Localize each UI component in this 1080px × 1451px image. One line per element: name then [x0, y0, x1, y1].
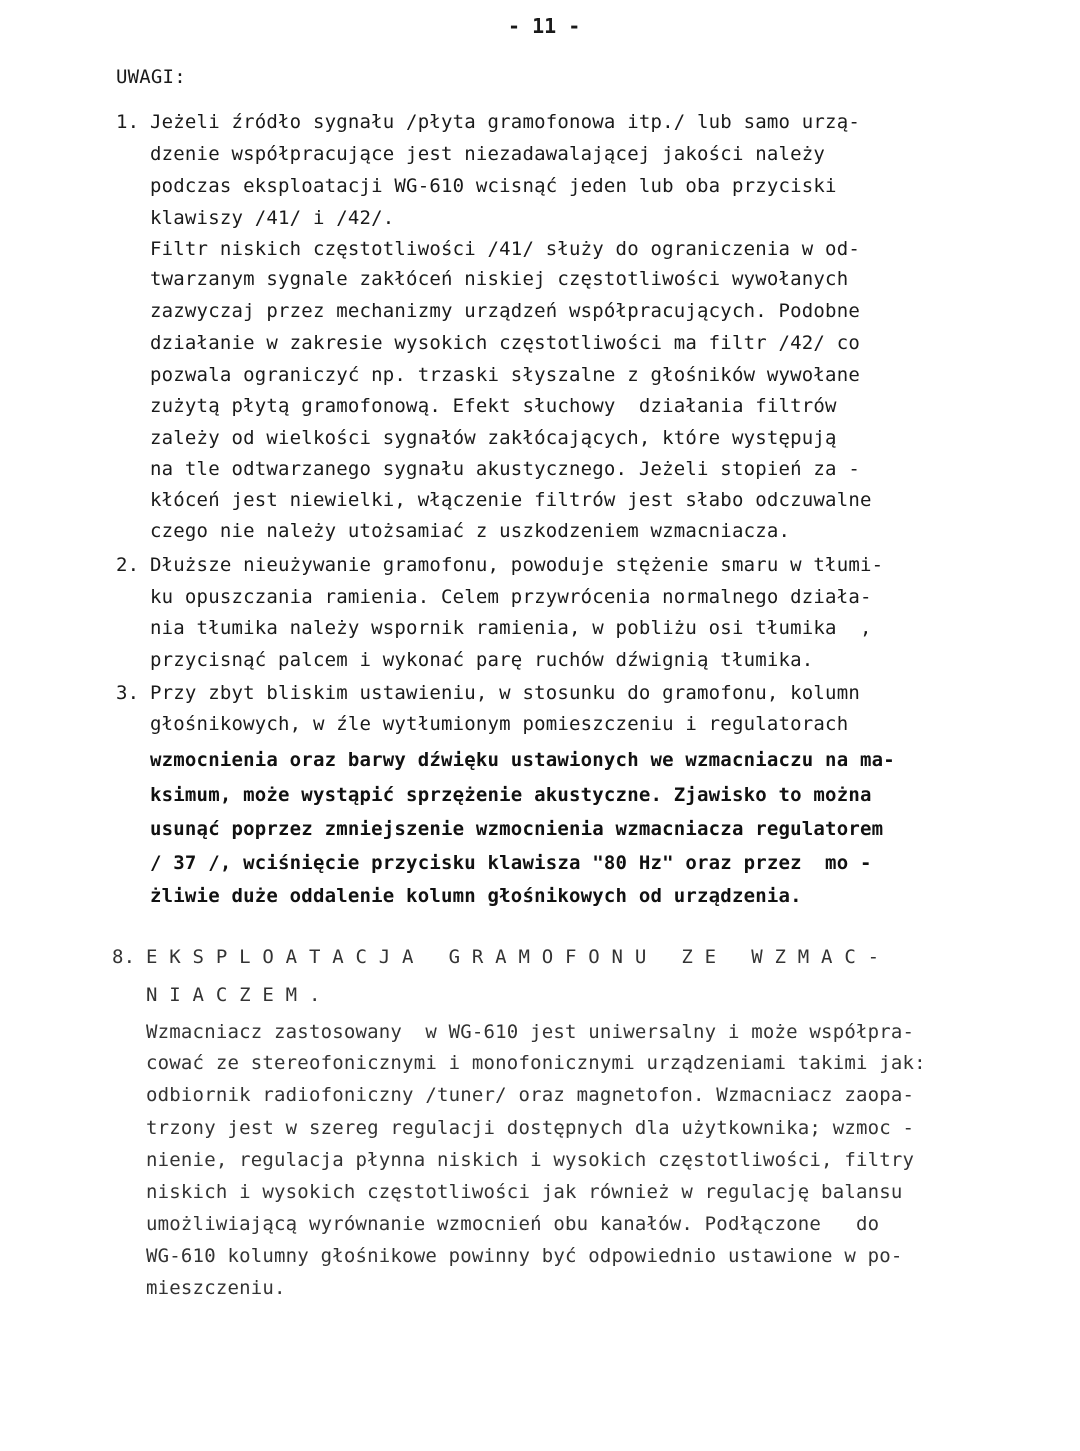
note-1-line: klawiszy /41/ i /42/. — [150, 207, 395, 229]
note-1-line: Jeżeli źródło sygnału /płyta gramofonowa itp./ lub samo urzą- — [150, 111, 860, 133]
section-8-line: umożliwiającą wyrównanie wzmocnień obu kanałów. Podłączone do — [146, 1213, 880, 1235]
note-2-number: 2. — [116, 554, 140, 576]
note-1-line: Filtr niskich częstotliwości /41/ służy do ograniczenia w od- — [150, 238, 860, 260]
note-1-line: pozwala ograniczyć np. trzaski słyszalne z głośników wywołane — [150, 364, 860, 386]
note-2-line: ku opuszczania ramienia. Celem przywrócenia normalnego działa- — [150, 586, 872, 608]
section-8-heading-cont: N I A C Z E M . — [146, 984, 321, 1006]
note-1-line: dzenie współpracujące jest niezadawalającej jakości należy — [150, 143, 826, 165]
note-3-number: 3. — [116, 682, 140, 704]
note-1-line: podczas eksploatacji WG-610 wcisnąć jeden lub oba przyciski — [150, 175, 837, 197]
section-8-line: cować ze stereofonicznymi i monofonicznymi urządzeniami takimi jak: — [146, 1052, 926, 1074]
note-2-line: przycisnąć palcem i wykonać parę ruchów dźwignią tłumika. — [150, 649, 814, 671]
note-2-line: nia tłumika należy wspornik ramienia, w pobliżu osi tłumika , — [150, 617, 872, 639]
section-8-line: nienie, regulacja płynna niskich i wysokich częstotliwości, filtry — [146, 1149, 915, 1171]
note-3-bold-line: / 37 /, wciśnięcie przycisku klawisza "80 Hz" oraz przez mo - — [150, 852, 872, 874]
note-1-number: 1. — [116, 111, 140, 133]
note-3-bold-line: usunąć poprzez zmniejszenie wzmocnienia wzmacniacza regulatorem — [150, 818, 884, 840]
section-8-line: trzony jest w szereg regulacji dostępnych dla użytkownika; wzmoc - — [146, 1117, 915, 1139]
note-2-line: Dłuższe nieużywanie gramofonu, powoduje stężenie smaru w tłumi- — [150, 554, 884, 576]
section-8-line: odbiornik radiofoniczny /tuner/ oraz magnetofon. Wzmacniacz zaopa- — [146, 1084, 915, 1106]
note-3-bold-line: żliwie duże oddalenie kolumn głośnikowych od urządzenia. — [150, 885, 802, 907]
note-1-line: kłóceń jest niewielki, włączenie filtrów jest słabo odczuwalne — [150, 489, 872, 511]
section-8-heading: E K S P L O A T A C J A G R A M O F O N U Z E W Z M A C - — [146, 946, 880, 968]
note-1-line: zużytą płytą gramofonową. Efekt słuchowy działania filtrów — [150, 395, 837, 417]
note-3-bold-line: ksimum, może wystąpić sprzężenie akustyczne. Zjawisko to można — [150, 784, 872, 806]
remarks-heading: UWAGI: — [116, 66, 186, 88]
note-1-line: zazwyczaj przez mechanizmy urządzeń współpracujących. Podobne — [150, 300, 860, 322]
note-1-line: czego nie należy utożsamiać z uszkodzeniem wzmacniacza. — [150, 520, 791, 542]
note-1-line: zależy od wielkości sygnałów zakłócających, które występują — [150, 427, 837, 449]
page-number: - 11 - — [508, 14, 581, 38]
section-8-line: mieszczeniu. — [146, 1277, 286, 1299]
note-1-line: na tle odtwarzanego sygnału akustycznego. Jeżeli stopień za - — [150, 458, 860, 480]
note-3-line: Przy zbyt bliskim ustawieniu, w stosunku do gramofonu, kolumn — [150, 682, 860, 704]
note-1-line: działanie w zakresie wysokich częstotliwości ma filtr /42/ co — [150, 332, 860, 354]
note-1-line: twarzanym sygnale zakłóceń niskiej częstotliwości wywołanych — [150, 268, 849, 290]
note-3-bold-line: wzmocnienia oraz barwy dźwięku ustawionych we wzmacniaczu na ma- — [150, 749, 895, 771]
section-8-line: niskich i wysokich częstotliwości jak również w regulację balansu — [146, 1181, 903, 1203]
section-8-line: WG-610 kolumny głośnikowe powinny być odpowiednio ustawione w po- — [146, 1245, 903, 1267]
section-8-line: Wzmacniacz zastosowany w WG-610 jest uniwersalny i może współpra- — [146, 1021, 915, 1043]
section-8-number: 8. — [112, 946, 136, 968]
note-3-line: głośnikowych, w źle wytłumionym pomieszczeniu i regulatorach — [150, 713, 849, 735]
